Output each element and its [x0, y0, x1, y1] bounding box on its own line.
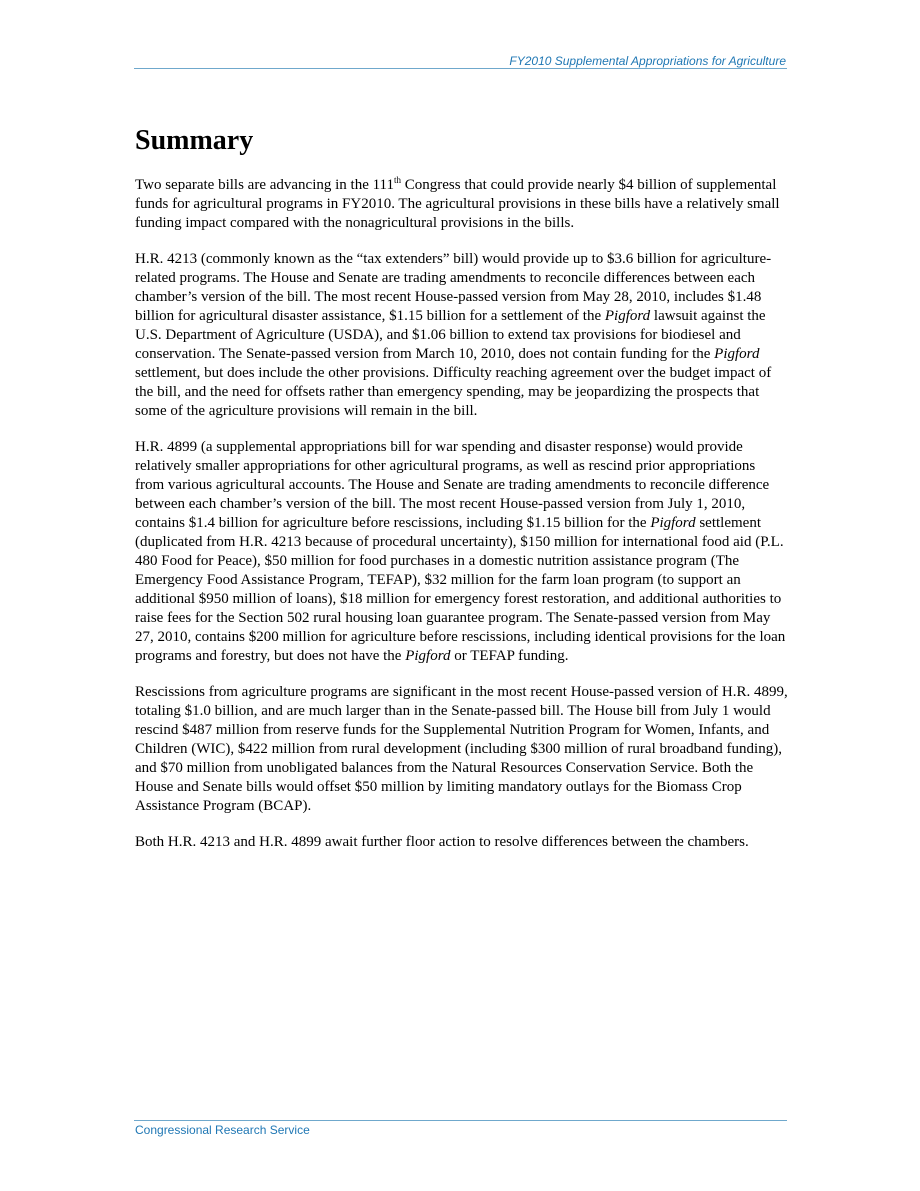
italic-case-name: Pigford — [604, 308, 651, 324]
superscript: th — [394, 175, 402, 185]
footer-label: Congressional Research Service — [135, 1123, 310, 1137]
paragraph-hr4899 — [135, 438, 788, 666]
italic-case-name: Pigford — [405, 648, 451, 664]
text-run: Congress that could provide nearly $4 billion of supplemental funds for agricultural programs in FY2010. The agricultural provisions in these bills have a relatively small funding impact compared with the nonagricultural provisions in the bills. — [135, 177, 780, 231]
paragraph-overview — [135, 176, 788, 233]
text-run: settlement, but does include the other provisions. Difficulty reaching agreement over the budget impact of the bill, and the need for offsets rather than emergency spending, may be jeopardizing the prospects that some of the agriculture provisions will remain in the bill. — [135, 365, 772, 419]
header-divider — [134, 68, 787, 69]
paragraph-hr4213 — [135, 250, 788, 421]
running-header: FY2010 Supplemental Appropriations for Agriculture — [509, 54, 786, 68]
text-run: settlement (duplicated from H.R. 4213 because of procedural uncertainty), $150 million for international food aid (P.L. 480 Food for Peace), $50 million for food purchases in a domestic nutrition assistance program (The Emergency Food Assistance Program, TEFAP), $32 million for the farm loan program (to support an additional $950 million of loans), $18 million for emergency forest restoration, and additional authorities to raise fees for the Section 502 rural housing loan guarantee program. The Senate-passed version from May 27, 2010, contains $200 million for agriculture before rescissions, including identical provisions for the loan programs and forestry, but does not have the — [135, 515, 786, 664]
footer-divider — [134, 1120, 787, 1121]
page-title: Summary — [135, 125, 254, 156]
text-run: lawsuit against the U.S. Department of Agriculture (USDA), and $1.06 billion to extend tax provisions for biodiesel and conservation. The Senate-passed version from March 10, 2010, does not contain funding for the — [135, 308, 766, 362]
text-run: H.R. 4899 (a supplemental appropriations bill for war spending and disaster response) would provide relatively smaller appropriations for other agricultural programs, as well as rescind prior appropriations from various agricultural accounts. The House and Senate are trading amendments to reconcile difference between each chamber’s version of the bill. The most recent House-passed version from July 1, 2010, contains $1.4 billion for agriculture before rescissions, including $1.15 billion for the — [135, 439, 770, 531]
summary-body — [135, 176, 788, 869]
text-run: Two separate bills are advancing in the 111 — [135, 177, 394, 193]
italic-case-name: Pigford — [650, 515, 696, 531]
text-run: or TEFAP funding. — [450, 648, 569, 664]
italic-case-name: Pigford — [714, 346, 760, 362]
paragraph-rescissions: Rescissions from agriculture programs are significant in the most recent House-passed version of H.R. 4899, totaling $1.0 billion, and are much larger than in the Senate-passed bill. The House bill from July 1 would rescind $487 million from reserve funds for the Supplemental Nutrition Program for Women, Infants, and Children (WIC), $422 million from rural development (including $300 million of rural broadband funding), and $70 million from unobligated balances from the Natural Resources Conservation Service. Both the House and Senate bills would offset $50 million by limiting mandatory outlays for the Biomass Crop Assistance Program (BCAP). — [135, 684, 788, 814]
text-run: H.R. 4213 (commonly known as the “tax extenders” bill) would provide up to $3.6 billion for agriculture-related programs. The House and Senate are trading amendments to reconcile differences between each chamber’s version of the bill. The most recent House-passed version from May 28, 2010, includes $1.48 billion for agricultural disaster assistance, $1.15 billion for a settlement of the — [135, 251, 772, 324]
paragraph-conclusion: Both H.R. 4213 and H.R. 4899 await further floor action to resolve differences between the chambers. — [135, 834, 749, 850]
